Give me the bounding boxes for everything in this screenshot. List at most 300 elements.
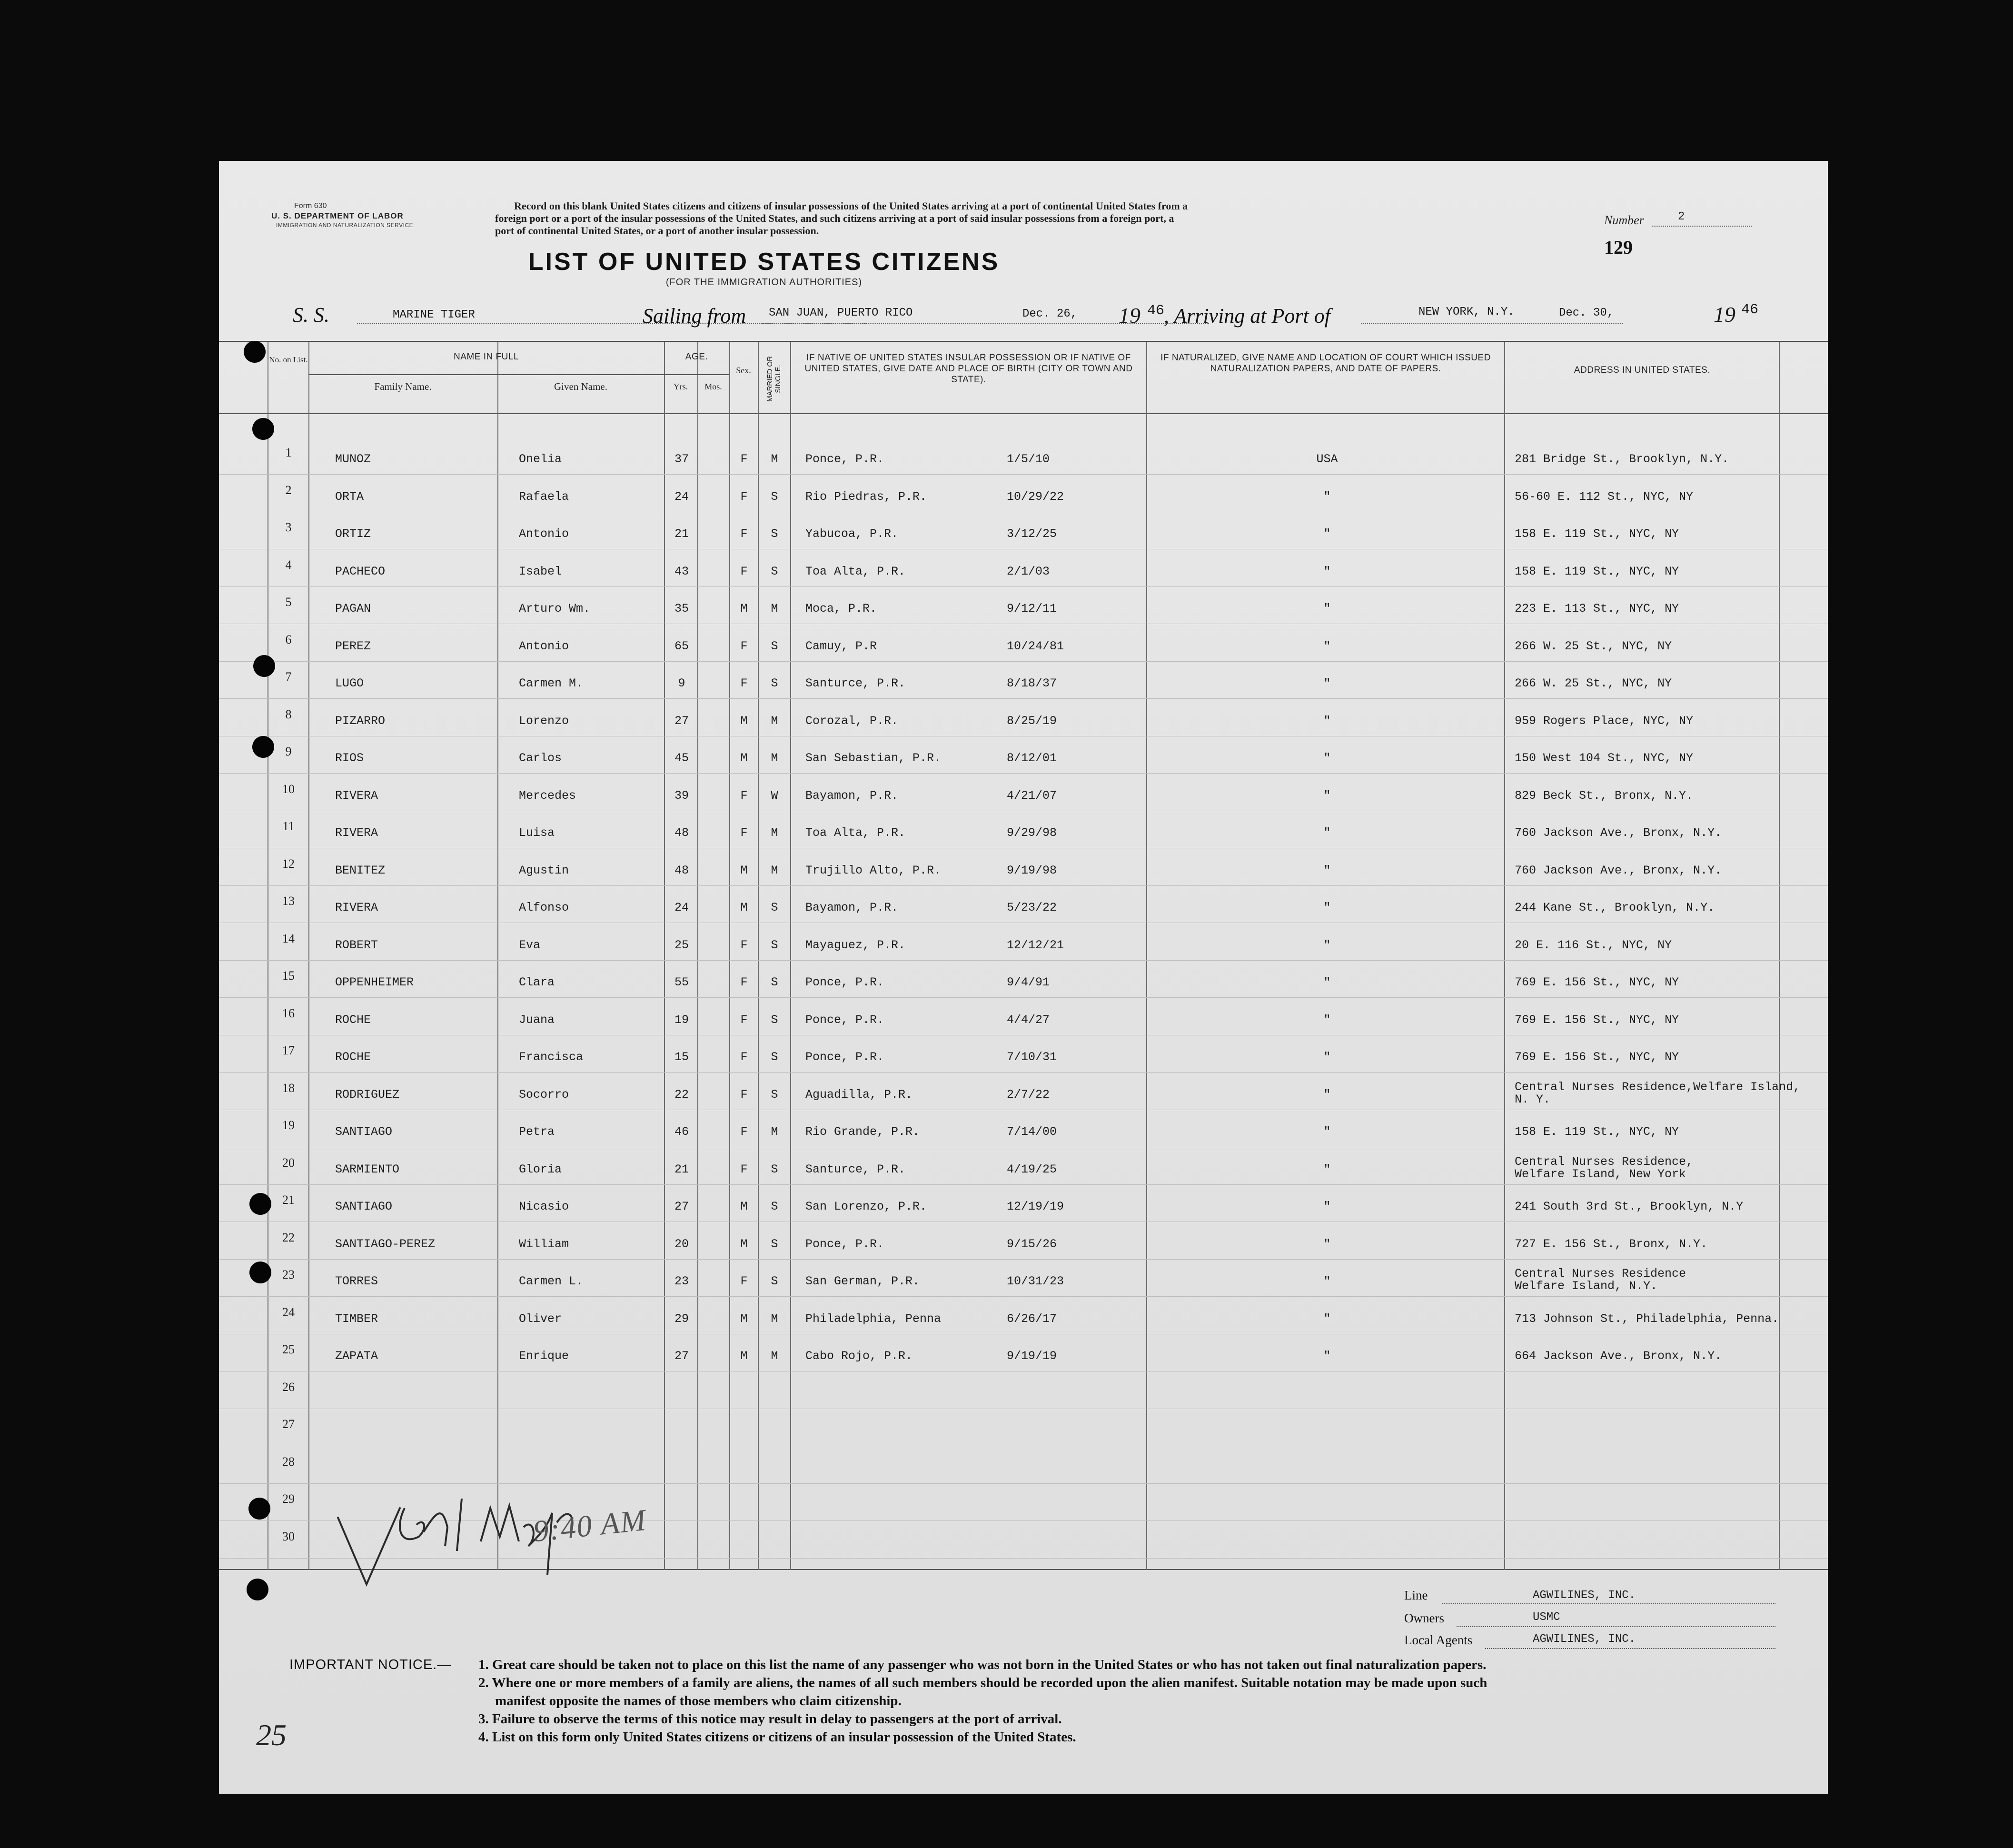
marital-status: S	[771, 565, 778, 578]
given-name: Agustin	[519, 864, 569, 877]
naturalization: "	[1323, 676, 1331, 690]
naturalization: "	[1323, 1013, 1331, 1027]
sex: M	[740, 901, 748, 914]
family-name: ROCHE	[335, 1050, 371, 1064]
sex: M	[740, 1200, 748, 1213]
naturalization: "	[1323, 639, 1331, 653]
us-address: 158 E. 119 St., NYC, NY	[1515, 1125, 1679, 1139]
age-years: 39	[674, 789, 689, 803]
family-name: BENITEZ	[335, 864, 386, 877]
sex: F	[740, 676, 748, 690]
birth-place: Ponce, P.R.	[805, 1237, 884, 1251]
age-years: 48	[674, 826, 689, 840]
header-married-text: MARRIED OR SINGLE.	[766, 356, 782, 402]
age-years: 55	[674, 975, 689, 989]
row-rule	[219, 1184, 1828, 1185]
given-name: Isabel	[519, 565, 562, 578]
naturalization: "	[1323, 789, 1331, 803]
age-years: 20	[674, 1237, 689, 1251]
row-rule	[219, 960, 1828, 961]
birth-place: Toa Alta, P.R.	[805, 826, 906, 840]
age-years: 22	[674, 1088, 689, 1102]
row-number: 10	[282, 782, 295, 796]
us-address-line2: N. Y.	[1515, 1093, 1551, 1106]
ship-name: MARINE TIGER	[393, 308, 475, 321]
us-address-line2: Welfare Island, N.Y.	[1515, 1279, 1658, 1293]
us-address: 664 Jackson Ave., Bronx, N.Y.	[1515, 1349, 1722, 1363]
age-years: 43	[674, 565, 689, 578]
header-family-name: Family Name.	[374, 381, 432, 392]
arriving-label: , Arriving at Port of	[1164, 304, 1330, 328]
family-name: SANTIAGO	[335, 1200, 393, 1213]
header-yrs: Yrs.	[673, 382, 688, 391]
marital-status: S	[771, 975, 778, 989]
birth-date: 4/4/27	[1007, 1013, 1050, 1027]
departure-port: SAN JUAN, PUERTO RICO	[769, 307, 913, 319]
arrival-date: Dec. 30,	[1559, 307, 1614, 319]
row-number: 8	[285, 707, 292, 721]
naturalization: "	[1323, 938, 1331, 952]
sex: M	[740, 864, 748, 877]
birth-date: 6/26/17	[1007, 1312, 1057, 1326]
notice-item: 1. Great care should be taken not to place on this list the name of any passenger who was not born in the United States or who has not taken out final naturalization papers.	[478, 1657, 1487, 1672]
given-name: Mercedes	[519, 789, 576, 803]
us-address: 760 Jackson Ave., Bronx, N.Y.	[1515, 864, 1722, 877]
sex: F	[740, 789, 748, 803]
birth-date: 12/12/21	[1007, 938, 1064, 952]
family-name: RODRIGUEZ	[335, 1088, 400, 1102]
given-name: Nicasio	[519, 1200, 569, 1213]
naturalization: "	[1323, 1125, 1331, 1139]
us-address: 56-60 E. 112 St., NYC, NY	[1515, 490, 1694, 504]
inspector-signature	[328, 1480, 709, 1603]
birth-place: Yabucoa, P.R.	[805, 527, 899, 541]
birth-date: 2/7/22	[1007, 1088, 1050, 1102]
departure-date: Dec. 26,	[1022, 308, 1078, 320]
marital-status: M	[771, 714, 778, 728]
us-address: 769 E. 156 St., NYC, NY	[1515, 975, 1679, 989]
age-years: 24	[674, 901, 689, 914]
marital-status: S	[771, 1274, 778, 1288]
age-years: 45	[674, 751, 689, 765]
naturalization: "	[1323, 751, 1331, 765]
family-name: PAGAN	[335, 602, 371, 616]
instruction-line: port of continental United States, or a port of another insular possession.	[495, 225, 819, 237]
birth-date: 9/29/98	[1007, 826, 1057, 840]
row-rule	[219, 885, 1828, 886]
form-number: Form 630	[294, 202, 327, 210]
birth-date: 8/18/37	[1007, 676, 1057, 690]
line-value: AGWILINES, INC.	[1533, 1589, 1636, 1602]
given-name: Arturo Wm.	[519, 602, 591, 616]
naturalization: "	[1323, 565, 1331, 578]
row-rule	[219, 586, 1828, 587]
punch-hole	[252, 736, 274, 758]
age-years: 35	[674, 602, 689, 616]
sex: F	[740, 1088, 748, 1102]
departure-year-prefix: 19	[1119, 303, 1140, 328]
birth-place: Ponce, P.R.	[805, 975, 884, 989]
age-years: 48	[674, 864, 689, 877]
punch-hole	[253, 655, 275, 677]
family-name: SARMIENTO	[335, 1162, 400, 1176]
notice-heading: IMPORTANT NOTICE.—	[289, 1657, 452, 1672]
us-address: 158 E. 119 St., NYC, NY	[1515, 527, 1679, 541]
row-rule	[219, 997, 1828, 998]
sex: F	[740, 975, 748, 989]
header-age: AGE.	[685, 352, 708, 362]
row-number: 7	[285, 670, 292, 684]
instruction-line: Record on this blank United States citizens and citizens of insular possessions of the United States arriving at a port of continental United States from a	[514, 200, 1188, 212]
age-years: 37	[674, 452, 689, 466]
us-address: 281 Bridge St., Brooklyn, N.Y.	[1515, 452, 1729, 466]
given-name: Oliver	[519, 1312, 562, 1326]
page-title: LIST OF UNITED STATES CITIZENS	[528, 248, 1000, 276]
marital-status: W	[771, 789, 778, 803]
us-address: 158 E. 119 St., NYC, NY	[1515, 565, 1679, 578]
birth-date: 10/31/23	[1007, 1274, 1064, 1288]
sailing-label: Sailing from	[643, 304, 746, 328]
row-number: 29	[282, 1492, 295, 1506]
punch-hole	[249, 1262, 271, 1283]
given-name: Carlos	[519, 751, 562, 765]
given-name: Antonio	[519, 527, 569, 541]
notice-item: 2. Where one or more members of a family are aliens, the names of all such members should be recorded upon the alien manifest. Suitable notation may be made upon such	[478, 1675, 1487, 1690]
given-name: Juana	[519, 1013, 555, 1027]
sex: F	[740, 1274, 748, 1288]
given-name: Eva	[519, 938, 541, 952]
naturalization: "	[1323, 901, 1331, 914]
sex: F	[740, 1013, 748, 1027]
birth-place: Rio Grande, P.R.	[805, 1125, 920, 1139]
family-name: ZAPATA	[335, 1349, 378, 1363]
birth-date: 9/12/11	[1007, 602, 1057, 616]
notice-item: manifest opposite the names of those members who claim citizenship.	[495, 1693, 902, 1709]
row-number: 28	[282, 1455, 295, 1469]
row-rule	[219, 474, 1828, 475]
birth-date: 9/19/19	[1007, 1349, 1057, 1363]
header-native: IF NATIVE OF UNITED STATES INSULAR POSSESSION OR IF NATIVE OF UNITED STATES, GIVE DATE AND PLACE OF BIRTH (CITY OR TOWN AND STATE).	[804, 353, 1133, 385]
header-address: ADDRESS IN UNITED STATES.	[1574, 365, 1711, 375]
row-rule	[219, 1296, 1828, 1297]
birth-date: 1/5/10	[1007, 452, 1050, 466]
given-name: Rafaela	[519, 490, 569, 504]
row-rule	[219, 773, 1828, 774]
department-name: U. S. DEPARTMENT OF LABOR	[271, 211, 404, 220]
row-number: 14	[282, 932, 295, 945]
sex: F	[740, 1125, 748, 1139]
punch-hole	[247, 1579, 268, 1600]
marital-status: M	[771, 1312, 778, 1326]
birth-date: 8/12/01	[1007, 751, 1057, 765]
naturalization: "	[1323, 490, 1331, 504]
us-address: 241 South 3rd St., Brooklyn, N.Y	[1515, 1200, 1744, 1213]
birth-date: 7/14/00	[1007, 1125, 1057, 1139]
family-name: RIVERA	[335, 901, 378, 914]
age-years: 23	[674, 1274, 689, 1288]
sex: M	[740, 1349, 748, 1363]
family-name: ORTA	[335, 490, 364, 504]
us-address: 150 West 104 St., NYC, NY	[1515, 751, 1694, 765]
naturalization: "	[1323, 975, 1331, 989]
marital-status: M	[771, 1349, 778, 1363]
arrival-year: 46	[1741, 302, 1759, 318]
birth-place: Santurce, P.R.	[805, 1162, 906, 1176]
naturalization: "	[1323, 1274, 1331, 1288]
owners-label: Owners	[1404, 1611, 1444, 1625]
age-years: 25	[674, 938, 689, 952]
naturalization: "	[1323, 1050, 1331, 1064]
line-label: Line	[1404, 1588, 1428, 1602]
sex: F	[740, 527, 748, 541]
family-name: RIVERA	[335, 789, 378, 803]
row-number: 5	[285, 595, 292, 609]
row-number: 12	[282, 857, 295, 871]
family-name: ROCHE	[335, 1013, 371, 1027]
page-subtitle: (FOR THE IMMIGRATION AUTHORITIES)	[665, 277, 863, 288]
row-number: 27	[282, 1417, 295, 1431]
given-name: Luisa	[519, 826, 555, 840]
given-name: Carmen M.	[519, 676, 584, 690]
row-number: 30	[282, 1530, 295, 1543]
birth-place: Bayamon, P.R.	[805, 789, 899, 803]
given-name: Carmen L.	[519, 1274, 584, 1288]
header-sex: Sex.	[736, 366, 751, 375]
row-number: 11	[282, 819, 295, 833]
marital-status: S	[771, 1050, 778, 1064]
family-name: OPPENHEIMER	[335, 975, 414, 989]
marital-status: M	[771, 864, 778, 877]
us-address-line2: Welfare Island, New York	[1515, 1167, 1686, 1181]
row-number: 16	[282, 1006, 295, 1020]
row-number: 25	[282, 1342, 295, 1356]
us-address: 223 E. 113 St., NYC, NY	[1515, 602, 1679, 616]
marital-status: S	[771, 1200, 778, 1213]
sex: F	[740, 826, 748, 840]
passenger-table	[219, 161, 1828, 1589]
us-address: 713 Johnson St., Philadelphia, Penna.	[1515, 1312, 1779, 1326]
given-name: Enrique	[519, 1349, 569, 1363]
birth-place: Ponce, P.R.	[805, 452, 884, 466]
naturalization: "	[1323, 602, 1331, 616]
given-name: Onelia	[519, 452, 562, 466]
age-years: 29	[674, 1312, 689, 1326]
sex: F	[740, 1162, 748, 1176]
marital-status: M	[771, 602, 778, 616]
birth-date: 9/19/98	[1007, 864, 1057, 877]
given-name: Clara	[519, 975, 555, 989]
marital-status: M	[771, 452, 778, 466]
header-naturalized: IF NATURALIZED, GIVE NAME AND LOCATION OF COURT WHICH ISSUED NATURALIZATION PAPERS, AND DATE OF PAPERS.	[1160, 353, 1491, 374]
birth-place: Ponce, P.R.	[805, 1050, 884, 1064]
family-name: SANTIAGO	[335, 1125, 393, 1139]
age-years: 9	[678, 676, 685, 690]
punch-hole	[249, 1193, 271, 1215]
naturalization: "	[1323, 826, 1331, 840]
naturalization: "	[1323, 864, 1331, 877]
birth-place: Mayaguez, P.R.	[805, 938, 906, 952]
header-no: No. on List.	[269, 355, 308, 364]
given-name: Lorenzo	[519, 714, 569, 728]
row-number: 4	[285, 558, 292, 572]
owners-value: USMC	[1533, 1611, 1560, 1624]
family-name: PEREZ	[335, 639, 371, 653]
us-address: 769 E. 156 St., NYC, NY	[1515, 1050, 1679, 1064]
birth-place: Aguadilla, P.R.	[805, 1088, 913, 1102]
family-name: PACHECO	[335, 565, 386, 578]
us-address: 760 Jackson Ave., Bronx, N.Y.	[1515, 826, 1722, 840]
arrival-time-note: 9:40 AM	[531, 1502, 648, 1549]
family-name: MUNOZ	[335, 452, 371, 466]
row-rule	[219, 1072, 1828, 1073]
naturalization: "	[1323, 714, 1331, 728]
birth-place: Camuy, P.R	[805, 639, 877, 653]
age-years: 21	[674, 1162, 689, 1176]
family-name: ROBERT	[335, 938, 378, 952]
number-label: Number	[1604, 213, 1644, 227]
row-number: 1	[285, 446, 292, 459]
marital-status: S	[771, 676, 778, 690]
us-address: 727 E. 156 St., Bronx, N.Y.	[1515, 1237, 1708, 1251]
page-stamp: 129	[1604, 237, 1633, 258]
birth-date: 9/15/26	[1007, 1237, 1057, 1251]
birth-date: 9/4/91	[1007, 975, 1050, 989]
us-address: 244 Kane St., Brooklyn, N.Y.	[1515, 901, 1715, 914]
birth-date: 4/19/25	[1007, 1162, 1057, 1176]
row-number: 22	[282, 1231, 295, 1244]
marital-status: S	[771, 901, 778, 914]
marital-status: M	[771, 1125, 778, 1139]
birth-place: Toa Alta, P.R.	[805, 565, 906, 578]
marital-status: S	[771, 938, 778, 952]
sex: F	[740, 639, 748, 653]
given-name: Antonio	[519, 639, 569, 653]
row-number: 6	[285, 633, 292, 646]
ss-label: S. S.	[293, 303, 329, 327]
birth-date: 7/10/31	[1007, 1050, 1057, 1064]
family-name: ORTIZ	[335, 527, 371, 541]
header-given-name: Given Name.	[554, 381, 607, 392]
age-years: 65	[674, 639, 689, 653]
marital-status: S	[771, 490, 778, 504]
us-address: 266 W. 25 St., NYC, NY	[1515, 639, 1672, 653]
arrival-port: NEW YORK, N.Y.	[1418, 306, 1515, 318]
agents-label: Local Agents	[1404, 1633, 1473, 1647]
us-address: Central Nurses Residence,	[1515, 1155, 1694, 1169]
birth-place: San Sebastian, P.R.	[805, 751, 942, 765]
punch-hole	[252, 418, 274, 440]
row-number: 2	[285, 483, 292, 497]
sex: F	[740, 490, 748, 504]
us-address: Central Nurses Residence,Welfare Island,	[1515, 1080, 1801, 1094]
us-address: 959 Rogers Place, NYC, NY	[1515, 714, 1694, 728]
marital-status: S	[771, 1088, 778, 1102]
naturalization: "	[1323, 1349, 1331, 1363]
sex: M	[740, 714, 748, 728]
header-mos: Mos.	[704, 382, 722, 391]
naturalization: "	[1323, 1312, 1331, 1326]
birth-place: San German, P.R.	[805, 1274, 920, 1288]
birth-date: 8/25/19	[1007, 714, 1057, 728]
birth-date: 4/21/07	[1007, 789, 1057, 803]
instruction-line: foreign port or a port of the insular possessions of the United States, and such citizens arriving at a port of said insular possessions from a foreign port, a	[495, 212, 1174, 224]
marital-status: S	[771, 1162, 778, 1176]
manifest-sheet	[219, 161, 1828, 1794]
service-name: IMMIGRATION AND NATURALIZATION SERVICE	[276, 222, 414, 229]
age-years: 27	[674, 1200, 689, 1213]
age-years: 27	[674, 1349, 689, 1363]
birth-place: Philadelphia, Penna	[805, 1312, 942, 1326]
sex: M	[740, 1312, 748, 1326]
sex: M	[740, 751, 748, 765]
family-name: TIMBER	[335, 1312, 378, 1326]
row-number: 20	[282, 1156, 295, 1170]
given-name: Petra	[519, 1125, 555, 1139]
agents-value: AGWILINES, INC.	[1533, 1633, 1636, 1646]
us-address: 266 W. 25 St., NYC, NY	[1515, 676, 1672, 690]
header-name-in-full: NAME IN FULL	[454, 352, 519, 362]
birth-place: Rio Piedras, P.R.	[805, 490, 927, 504]
naturalization: USA	[1316, 452, 1338, 466]
birth-place: Santurce, P.R.	[805, 676, 906, 690]
row-number: 18	[282, 1081, 295, 1095]
row-number: 21	[282, 1193, 295, 1207]
sex: F	[740, 1050, 748, 1064]
row-number: 23	[282, 1268, 295, 1282]
given-name: William	[519, 1237, 569, 1251]
birth-place: Moca, P.R.	[805, 602, 877, 616]
age-years: 46	[674, 1125, 689, 1139]
birth-date: 10/24/81	[1007, 639, 1064, 653]
age-years: 19	[674, 1013, 689, 1027]
family-name: SANTIAGO-PEREZ	[335, 1237, 436, 1251]
age-years: 21	[674, 527, 689, 541]
row-rule	[219, 661, 1828, 662]
marital-status: S	[771, 527, 778, 541]
margin-note: 25	[256, 1718, 287, 1752]
given-name: Socorro	[519, 1088, 569, 1102]
naturalization: "	[1323, 527, 1331, 541]
birth-date: 5/23/22	[1007, 901, 1057, 914]
age-years: 27	[674, 714, 689, 728]
row-number: 17	[282, 1043, 295, 1057]
birth-place: San Lorenzo, P.R.	[805, 1200, 927, 1213]
sex: F	[740, 565, 748, 578]
marital-status: S	[771, 1013, 778, 1027]
birth-place: Cabo Rojo, P.R.	[805, 1349, 913, 1363]
sex: M	[740, 602, 748, 616]
row-number: 9	[285, 745, 292, 758]
row-number: 13	[282, 894, 295, 908]
us-address: 769 E. 156 St., NYC, NY	[1515, 1013, 1679, 1027]
row-number: 15	[282, 969, 295, 983]
naturalization: "	[1323, 1088, 1331, 1102]
marital-status: S	[771, 639, 778, 653]
naturalization: "	[1323, 1162, 1331, 1176]
us-address: 20 E. 116 St., NYC, NY	[1515, 938, 1672, 952]
notice-item: 4. List on this form only United States citizens or citizens of an insular possession of the United States.	[478, 1729, 1076, 1745]
row-number: 3	[285, 520, 292, 534]
row-number: 24	[282, 1305, 295, 1319]
row-number: 19	[282, 1118, 295, 1132]
family-name: TORRES	[335, 1274, 378, 1288]
number-value: 2	[1678, 210, 1685, 223]
age-years: 24	[674, 490, 689, 504]
row-rule	[219, 1259, 1828, 1260]
departure-year: 46	[1147, 303, 1165, 319]
us-address: Central Nurses Residence	[1515, 1267, 1686, 1281]
birth-date: 2/1/03	[1007, 565, 1050, 578]
